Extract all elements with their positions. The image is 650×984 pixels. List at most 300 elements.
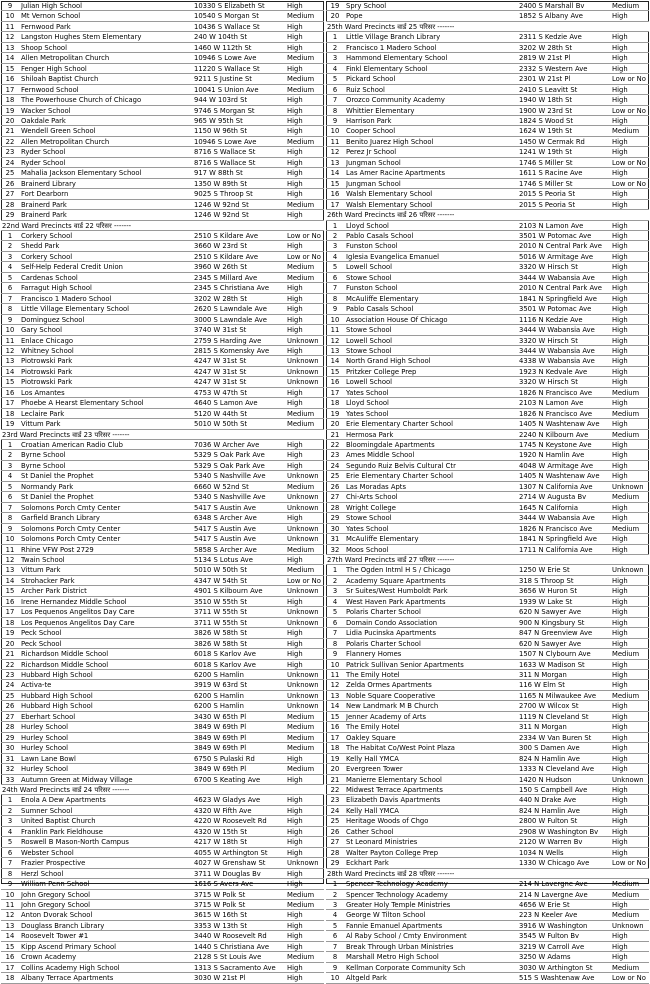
table-row — [326, 325, 649, 335]
access-level: High — [612, 85, 628, 94]
precinct-number: 1 — [332, 566, 338, 575]
precinct-number: 25 — [330, 472, 340, 481]
site-name: Ames Middle School — [346, 451, 415, 460]
site-name: Jenner Academy of Arts — [346, 712, 427, 721]
table-row — [1, 419, 324, 429]
precinct-number: 15 — [5, 942, 15, 951]
precinct-number: 18 — [330, 399, 340, 408]
table-row — [1, 869, 324, 879]
site-name: West Haven Park Apartments — [346, 597, 446, 606]
table-row — [1, 262, 324, 272]
site-name: Leclaire Park — [21, 409, 65, 418]
site-address: 1420 N Hudson — [519, 775, 572, 784]
table-row — [1, 294, 324, 304]
precinct-number: 24 — [5, 681, 15, 690]
table-row — [1, 74, 324, 84]
precinct-number: 5 — [332, 921, 338, 930]
site-address: 318 S Throop St — [519, 576, 574, 585]
precinct-number: 19 — [330, 2, 340, 10]
site-name: Patrick Sullivan Senior Apartments — [346, 660, 464, 669]
site-name: Elizabeth Davis Apartments — [346, 796, 441, 805]
precinct-number: 18 — [330, 744, 340, 753]
access-level: High — [612, 148, 628, 157]
site-address: 3430 W 65th Pl — [194, 712, 247, 721]
site-name: Perez Jr School — [346, 148, 397, 157]
site-address: 2700 W Wilcox St — [519, 702, 579, 711]
table-row — [326, 879, 649, 889]
site-name: Roosevelt Tower #1 — [21, 932, 89, 941]
site-name: Pritzker College Prep — [346, 367, 417, 376]
access-level: Medium — [287, 482, 315, 491]
site-address: 440 N Drake Ave — [519, 796, 577, 805]
site-name: Hurley School — [21, 744, 69, 753]
precinct-number: 11 — [5, 336, 15, 345]
table-row — [326, 283, 649, 293]
precinct-number: 10 — [5, 12, 15, 21]
precinct-number: 18 — [5, 974, 15, 983]
access-level: Unknown — [287, 671, 319, 679]
table-row — [326, 513, 649, 523]
table-row — [1, 806, 324, 816]
site-address: 3250 W Adams — [519, 953, 571, 962]
access-level: Unknown — [287, 503, 319, 512]
site-name: Herzl School — [21, 869, 64, 878]
table-row — [326, 973, 649, 983]
access-level: Medium — [612, 127, 640, 136]
table-row — [1, 409, 324, 419]
table-row — [326, 775, 649, 785]
access-level: High — [612, 96, 628, 105]
access-level: High — [612, 765, 628, 774]
precinct-number: 10 — [330, 315, 340, 324]
table-row — [326, 795, 649, 805]
site-address: 2103 N Lamon Ave — [519, 221, 584, 230]
site-name: Autumn Green at Midway Village — [21, 775, 133, 784]
site-address: 1460 W 112th St — [194, 43, 252, 52]
access-level: Medium — [612, 493, 640, 502]
table-row — [1, 639, 324, 649]
precinct-number: 22 — [330, 785, 340, 794]
precinct-number: 29 — [330, 859, 340, 868]
site-address: 4640 S Lamon Ave — [194, 399, 258, 408]
table-row — [326, 827, 649, 837]
access-level: High — [612, 733, 628, 742]
site-name: Corkery School — [21, 231, 73, 240]
precinct-number: 8 — [7, 305, 13, 314]
precinct-number: 11 — [330, 671, 340, 679]
precinct-number: 4 — [332, 911, 338, 920]
precinct-number: 17 — [5, 963, 15, 972]
precinct-number: 9 — [7, 2, 13, 10]
table-row — [326, 398, 649, 408]
access-level: High — [287, 96, 303, 105]
access-level: Unknown — [287, 535, 319, 544]
access-level: Unknown — [612, 921, 644, 930]
site-name: Shoop School — [21, 43, 67, 52]
site-address: 3849 W 69th Pl — [194, 765, 247, 774]
access-level: High — [612, 827, 628, 836]
access-level: High — [287, 64, 303, 73]
table-row — [326, 168, 649, 178]
site-address: 150 S Campbell Ave — [519, 785, 588, 794]
precinct-number: 31 — [5, 754, 15, 763]
table-row — [1, 597, 324, 607]
access-level: High — [287, 2, 303, 10]
section-title: 28th Ward Precincts वार्ड 28 परिसर ------- — [327, 869, 455, 878]
site-name: Ryder School — [21, 148, 66, 157]
site-address: 240 W 104th St — [194, 33, 248, 42]
table-row — [1, 848, 324, 858]
table-row — [326, 691, 649, 701]
site-address: 214 N Lavergne Ave — [519, 890, 588, 899]
precinct-number: 13 — [330, 691, 340, 700]
site-address: 4247 W 31st St — [194, 367, 247, 376]
access-level: Medium — [612, 650, 640, 659]
precinct-number: 14 — [5, 932, 15, 941]
table-row — [326, 743, 649, 753]
access-level: Medium — [612, 430, 640, 439]
access-level: High — [612, 681, 628, 690]
site-name: Shiloah Baptist Church — [21, 75, 99, 84]
table-row — [326, 618, 649, 628]
site-address: 2714 W Augusta Bv — [519, 493, 587, 502]
table-row — [1, 952, 324, 962]
site-name: Gary School — [21, 326, 62, 335]
table-row — [1, 241, 324, 251]
precinct-number: 33 — [5, 775, 15, 784]
site-name: Anton Dvorak School — [21, 911, 93, 920]
site-name: Yates School — [346, 409, 389, 418]
site-name: Association House Of Chicago — [346, 315, 448, 324]
access-level: High — [612, 315, 628, 324]
site-address: 3715 W Polk St — [194, 900, 246, 909]
access-level: Unknown — [612, 482, 644, 491]
precinct-number: 31 — [330, 535, 340, 544]
site-address: 2410 S Leavitt St — [519, 85, 578, 94]
site-address: 4753 W 47th St — [194, 388, 248, 397]
site-address: 2332 S Western Ave — [519, 64, 588, 73]
site-name: Hammond Elementary School — [346, 54, 448, 63]
site-address: 10330 S Elizabeth St — [194, 2, 265, 10]
precinct-number: 21 — [330, 775, 340, 784]
table-row — [326, 1, 649, 11]
site-address: 2240 N Kilbourn Ave — [519, 430, 589, 439]
site-name: Whitney School — [21, 346, 74, 355]
access-level: High — [287, 639, 303, 648]
site-address: 4048 W Armitage Ave — [519, 461, 594, 470]
site-address: 5417 S Austin Ave — [194, 503, 256, 512]
site-address: 11220 S Wallace St — [194, 64, 260, 73]
access-level: Unknown — [287, 336, 319, 345]
site-name: McAuliffe Elementary — [346, 535, 419, 544]
precinct-number: 9 — [7, 880, 13, 889]
site-address: 4217 W 18th St — [194, 838, 248, 847]
site-address: 2510 S Kildare Ave — [194, 252, 259, 261]
access-level: High — [612, 169, 628, 178]
site-address: 2400 S Marshall Bv — [519, 2, 585, 10]
access-level: High — [612, 723, 628, 732]
site-address: 3849 W 69th Pl — [194, 733, 247, 742]
site-name: Langston Hughes Stem Elementary — [21, 33, 142, 42]
site-name: Wacker School — [21, 106, 71, 115]
table-row — [1, 450, 324, 460]
access-level: High — [287, 388, 303, 397]
access-level: High — [287, 43, 303, 52]
site-name: Enlace Chicago — [21, 336, 74, 345]
table-row — [1, 95, 324, 105]
access-level: High — [612, 535, 628, 544]
precinct-number: 17 — [5, 399, 15, 408]
precinct-number: 15 — [330, 179, 340, 188]
site-name: Oakley Square — [346, 733, 396, 742]
ward-section-header — [1, 430, 324, 440]
site-address: 10946 S Lowe Ave — [194, 54, 257, 63]
table-row — [326, 848, 649, 858]
site-address: 5010 W 50th St — [194, 420, 248, 429]
site-address: 1824 S Wood St — [519, 116, 574, 125]
site-address: 4338 W Wabansia Ave — [519, 357, 595, 366]
table-row — [1, 43, 324, 53]
precinct-number: 12 — [330, 681, 340, 690]
access-level: Unknown — [287, 608, 319, 617]
precinct-number: 18 — [5, 96, 15, 105]
precinct-number: 16 — [330, 723, 340, 732]
precinct-number: 13 — [330, 346, 340, 355]
site-address: 1745 N Keystone Ave — [519, 441, 592, 450]
access-level: Low or No — [612, 106, 646, 115]
table-row — [326, 639, 649, 649]
table-row — [326, 356, 649, 366]
precinct-number: 14 — [330, 169, 340, 178]
access-level: High — [612, 838, 628, 847]
site-name: Break Through Urban Ministries — [346, 942, 454, 951]
access-level: High — [287, 597, 303, 606]
access-level: High — [612, 378, 628, 387]
site-name: Los Pequenos Angelitos Day Care — [21, 608, 135, 617]
table-row — [1, 931, 324, 941]
site-address: 1330 W Chicago Ave — [519, 859, 590, 868]
site-address: 5016 W Armitage Ave — [519, 252, 594, 261]
table-row — [326, 147, 649, 157]
site-address: 1313 S Sacramento Ave — [194, 963, 276, 972]
table-row — [1, 367, 324, 377]
site-name: Iglesia Evangelica Emanuel — [346, 252, 440, 261]
site-name: Brainerd Library — [21, 179, 76, 188]
site-name: Wright College — [346, 503, 396, 512]
site-address: 2010 N Central Park Ave — [519, 242, 602, 251]
table-row — [326, 565, 649, 575]
precinct-number: 4 — [7, 472, 13, 481]
site-name: Midwest Terrace Apartments — [346, 785, 443, 794]
site-name: Spry School — [346, 2, 387, 10]
precinct-number: 23 — [5, 671, 15, 679]
site-address: 1826 N Francisco Ave — [519, 409, 593, 418]
access-level: Low or No — [287, 231, 321, 240]
site-name: Zelda Ormes Apartments — [346, 681, 432, 690]
access-level: High — [612, 472, 628, 481]
access-level: High — [612, 597, 628, 606]
table-row — [1, 325, 324, 335]
precinct-number: 3 — [332, 900, 338, 909]
site-name: Benito Juarez High School — [346, 137, 434, 146]
access-level: High — [287, 158, 303, 167]
site-address: 5010 W 50th St — [194, 566, 248, 575]
site-address: 10436 S Wallace St — [194, 22, 260, 31]
site-address: 3030 W 21st Pl — [194, 974, 246, 983]
precinct-number: 11 — [330, 137, 340, 146]
ward-section-header — [1, 221, 324, 231]
site-name: Allen Metropolitan Church — [21, 137, 110, 146]
table-row — [1, 660, 324, 670]
section-title: 27th Ward Precincts वार्ड 27 परिसर ------- — [327, 556, 455, 565]
table-row — [1, 346, 324, 356]
precinct-number: 29 — [5, 211, 15, 220]
access-level: High — [612, 932, 628, 941]
site-name: Pablo Casals School — [346, 305, 414, 314]
site-address: 1507 N Clybourn Ave — [519, 650, 591, 659]
access-level: High — [612, 231, 628, 240]
table-row — [1, 273, 324, 283]
site-name: St Daniel the Prophet — [21, 472, 94, 481]
access-level: High — [287, 911, 303, 920]
site-name: Farragut High School — [21, 284, 92, 293]
site-address: 8716 S Wallace St — [194, 148, 256, 157]
precinct-number: 23 — [330, 451, 340, 460]
table-row — [326, 733, 649, 743]
precinct-number: 8 — [7, 514, 13, 523]
precinct-number: 4 — [332, 252, 338, 261]
site-address: 1852 S Albany Ave — [519, 12, 583, 21]
table-row — [326, 106, 649, 116]
site-name: Stowe School — [346, 273, 392, 282]
precinct-number: 18 — [5, 618, 15, 627]
site-name: Fernwood Park — [21, 22, 71, 31]
site-name: Normandy Park — [21, 482, 74, 491]
site-name: Fannie Emanuel Apartments — [346, 921, 443, 930]
site-address: 116 W Elm St — [519, 681, 565, 690]
precinct-number: 25 — [5, 691, 15, 700]
precinct-number: 23 — [5, 148, 15, 157]
site-name: Activa-te — [21, 681, 52, 690]
site-address: 3501 W Potomac Ave — [519, 305, 592, 314]
table-row — [326, 315, 649, 325]
site-name: Hurley School — [21, 765, 69, 774]
table-row — [326, 471, 649, 481]
site-address: 2800 W Fulton St — [519, 817, 578, 826]
site-address: 3960 W 26th St — [194, 263, 248, 272]
site-address: 5120 W 44th St — [194, 409, 248, 418]
site-name: Ryder School — [21, 158, 66, 167]
precinct-number: 7 — [7, 503, 13, 512]
precinct-number: 20 — [5, 639, 15, 648]
access-level: High — [287, 556, 303, 565]
site-address: 824 N Hamlin Ave — [519, 806, 580, 815]
site-address: 3320 W Hirsch St — [519, 378, 578, 387]
site-name: Lidia Pucinska Apartments — [346, 629, 437, 638]
table-row — [326, 336, 649, 346]
precinct-number: 13 — [5, 43, 15, 52]
precinct-number: 2 — [332, 890, 338, 899]
table-row — [326, 419, 649, 429]
precinct-number: 7 — [332, 284, 338, 293]
site-address: 4247 W 31st St — [194, 378, 247, 387]
table-row — [1, 628, 324, 638]
precinct-number: 12 — [5, 911, 15, 920]
access-level: High — [287, 441, 303, 450]
site-name: Stowe School — [346, 514, 392, 523]
precinct-number: 9 — [332, 963, 338, 972]
access-level: High — [612, 671, 628, 679]
site-address: 3202 W 28th St — [519, 43, 573, 52]
site-address: 6200 S Hamlin — [194, 691, 244, 700]
site-name: Erie Elementary Charter School — [346, 420, 453, 429]
access-level: High — [612, 712, 628, 721]
table-row — [1, 440, 324, 450]
site-address: 3440 W Roosevelt Rd — [194, 932, 267, 941]
table-row — [326, 430, 649, 440]
table-row — [1, 461, 324, 471]
access-level: Unknown — [287, 493, 319, 502]
table-row — [326, 607, 649, 617]
access-level: Unknown — [612, 566, 644, 575]
ward-section-header — [326, 210, 649, 220]
access-level: High — [612, 806, 628, 815]
precinct-number: 14 — [5, 576, 15, 585]
table-row — [1, 11, 324, 21]
site-name: Franklin Park Fieldhouse — [21, 827, 103, 836]
table-row — [1, 513, 324, 523]
table-row — [326, 890, 649, 900]
precinct-number: 10 — [5, 535, 15, 544]
site-address: 2345 S Millard Ave — [194, 273, 258, 282]
site-address: 3826 W 58th St — [194, 629, 248, 638]
site-name: Hurley School — [21, 723, 69, 732]
precinct-number: 17 — [330, 200, 340, 209]
access-level: Unknown — [287, 702, 319, 711]
site-name: Cardenas School — [21, 273, 78, 282]
site-name: Fenger High School — [21, 64, 87, 73]
site-address: 3320 W Hirsch St — [519, 336, 578, 345]
site-name: Hubbard High School — [21, 671, 93, 679]
table-row — [326, 482, 649, 492]
precinct-number: 5 — [7, 838, 13, 847]
precinct-number: 7 — [7, 859, 13, 868]
table-row — [1, 158, 324, 168]
table-row — [326, 346, 649, 356]
access-level: High — [287, 294, 303, 303]
table-row — [326, 837, 649, 847]
precinct-number: 6 — [332, 85, 338, 94]
site-address: 2015 S Peoria St — [519, 190, 576, 199]
left-column — [1, 1, 324, 984]
table-row — [326, 200, 649, 210]
precinct-number: 8 — [7, 869, 13, 878]
site-name: Solomons Porch Cmty Center — [21, 503, 121, 512]
precinct-number: 21 — [5, 127, 15, 136]
precinct-number: 5 — [332, 75, 338, 84]
table-row — [326, 440, 649, 450]
site-name: Las Moradas Apts — [346, 482, 406, 491]
access-level: High — [287, 932, 303, 941]
table-row — [326, 942, 649, 952]
access-level: Low or No — [612, 158, 646, 167]
access-level: High — [287, 169, 303, 178]
access-level: High — [612, 346, 628, 355]
site-address: 3740 W 31st St — [194, 326, 247, 335]
site-address: 5329 S Oak Park Ave — [194, 451, 265, 460]
access-level: High — [612, 284, 628, 293]
site-name: Roswell B Mason-North Campus — [21, 838, 129, 847]
